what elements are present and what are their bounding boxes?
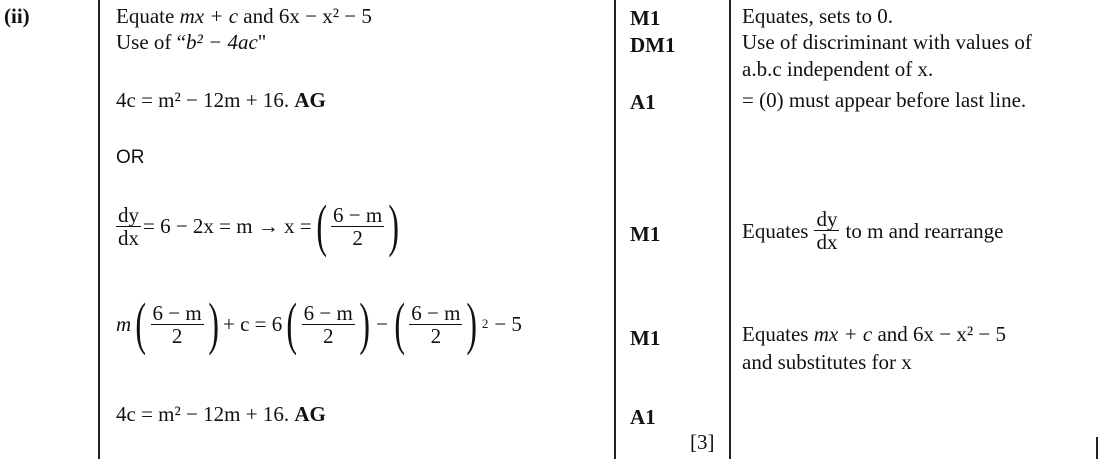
column-rule-2 [614, 0, 616, 459]
working-result-2: 4c = m² − 12m + 16. AG [116, 402, 326, 426]
working-equate: Equate mx + c and 6x − x² − 5 [116, 4, 372, 28]
mark-dm1: DM1 [630, 33, 676, 57]
dy-dx-fraction: $\frac{dy}{dx}$ [118, 202, 139, 250]
working-substitution: m ( $\frac{6 - m}{2}$ ) + c = 6 ( $\frac{6 - m}{2}$ ) − ( $\frac{6 - m}{2}$ ) 2 − 5 [116, 291, 522, 356]
note-equates: Equates, sets to 0. [742, 4, 894, 28]
or-label: OR [116, 147, 145, 168]
note-equates-dydx: Equates $\frac{dy}{dx}$ to m and rearrange [742, 207, 1004, 254]
note-equates-substitutes: Equates mx + c and 6x − x² − 5 [742, 322, 1007, 346]
working-result-1: 4c = m² − 12m + 16. AG [116, 88, 326, 112]
note-must-appear: = (0) must appear before last line. [742, 88, 1027, 112]
mark-m1-row5: M1 [630, 222, 661, 246]
mark-m1-row6: M1 [630, 326, 661, 350]
column-rule-4 [1096, 437, 1098, 459]
working-derivative: $\frac{dy}{dx}$ = 6 − 2x = m → x = ( $\frac{6 - m}{2}$ ) [118, 193, 400, 258]
note-substitutes: and substitutes for x [742, 350, 912, 374]
mark-a1-row3: A1 [630, 90, 656, 114]
mark-m1-row1: M1 [630, 6, 661, 30]
part-label: (ii) [4, 4, 30, 28]
note-discriminant: Use of discriminant with values of [742, 30, 1032, 54]
note-independent: a.b.c independent of x. [742, 57, 934, 81]
mark-a1-row7: A1 [630, 405, 656, 429]
column-rule-1 [98, 0, 100, 459]
working-discriminant: Use of “b² − 4ac" [116, 30, 267, 54]
column-rule-3 [729, 0, 731, 459]
total-marks: [3] [690, 430, 715, 454]
